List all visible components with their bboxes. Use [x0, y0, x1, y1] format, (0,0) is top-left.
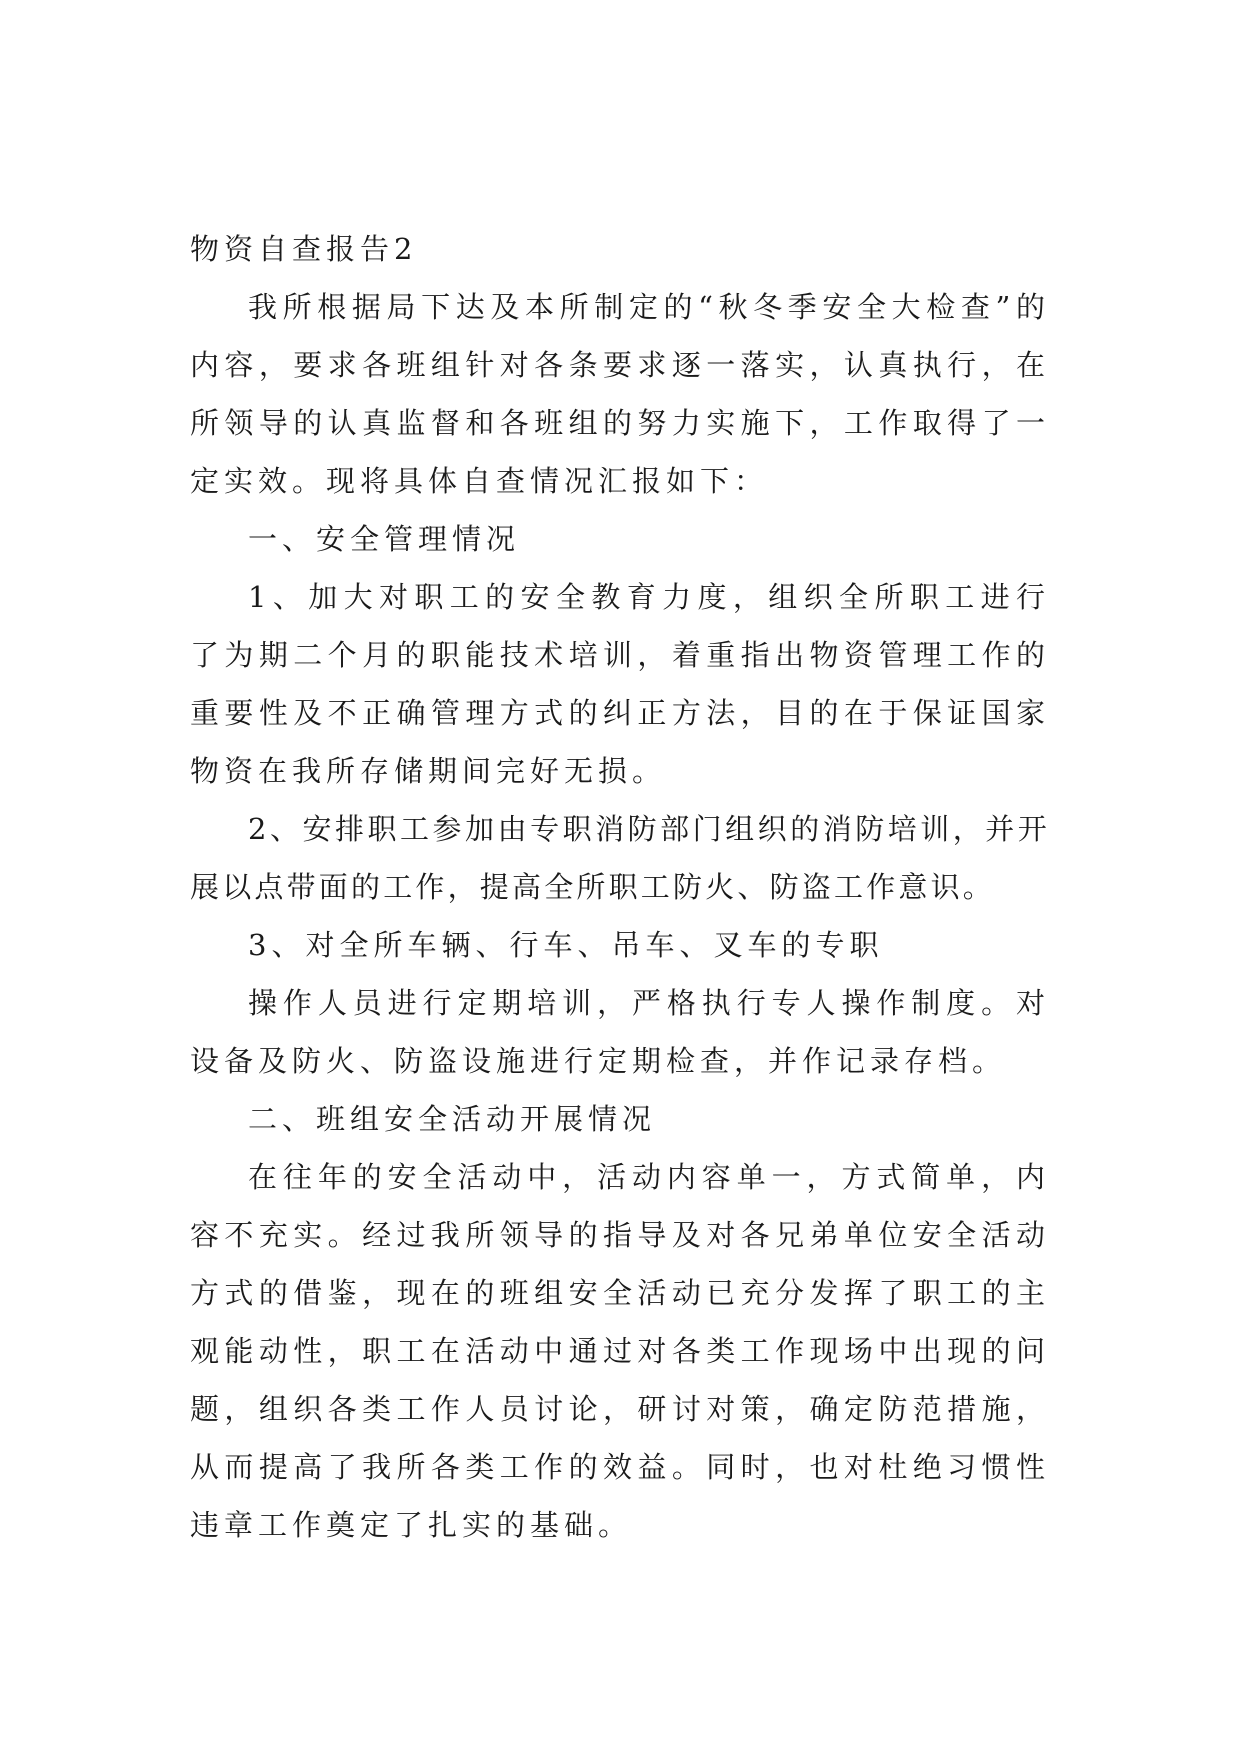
paragraph-intro: 我所根据局下达及本所制定的“秋冬季安全大检查”的内容，要求各班组针对各条要求逐一落实，认真执行，在所领导的认真监督和各班组的努力实施下，工作取得了一定实效。现将具体自查情况汇报如下：	[190, 290, 1050, 498]
paragraph-item-1: 1、加大对职工的安全教育力度，组织全所职工进行了为期二个月的职能技术培训，着重指出物资管理工作的重要性及不正确管理方式的纠正方法，目的在于保证国家物资在我所存储期间完好无损。	[190, 580, 1050, 788]
document-title: 物资自查报告2	[190, 232, 418, 266]
paragraph-team-activities: 在往年的安全活动中，活动内容单一，方式简单，内容不充实。经过我所领导的指导及对各兄弟单位安全活动方式的借鉴，现在的班组安全活动已充分发挥了职工的主观能动性，职工在活动中通过对各类工作现场中出现的问题，组织各类工作人员讨论，研讨对策，确定防范措施，从而提高了我所各类工作的效益。同时，也对杜绝习惯性违章工作奠定了扎实的基础。	[190, 1160, 1050, 1542]
paragraph-item-3-continued: 操作人员进行定期培训，严格执行专人操作制度。对设备及防火、防盗设施进行定期检查，并作记录存档。	[190, 986, 1050, 1078]
section-heading-safety-management: 一、安全管理情况	[248, 522, 521, 556]
paragraph-item-2: 2、安排职工参加由专职消防部门组织的消防培训，并开展以点带面的工作，提高全所职工防火、防盗工作意识。	[190, 812, 1050, 904]
document-page	[190, 220, 1050, 1554]
section-heading-team-activities: 二、班组安全活动开展情况	[248, 1102, 657, 1136]
paragraph-item-3: 3、对全所车辆、行车、吊车、叉车的专职	[248, 928, 884, 962]
